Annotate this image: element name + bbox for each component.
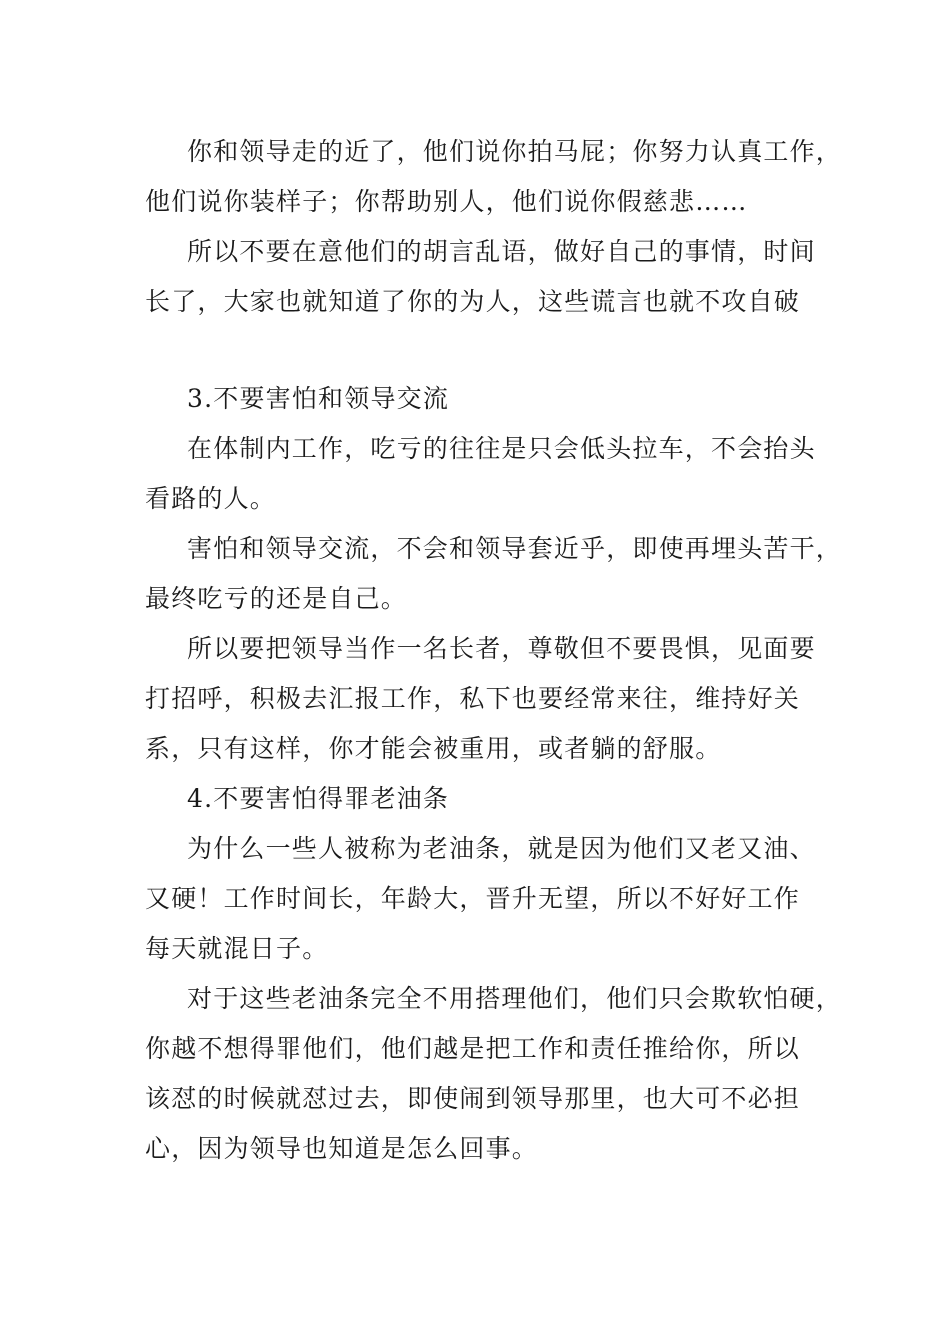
text-line: 看路的人。 <box>145 484 277 513</box>
text-line: 他们说你装样子；你帮助别人，他们说你假慈悲…… <box>145 187 748 216</box>
paragraph <box>145 624 825 774</box>
section-heading-3: 3.不要害怕和领导交流 <box>187 384 450 413</box>
text-line: 为什么一些人被称为老油条，就是因为他们又老又油、 <box>187 834 816 863</box>
text-line: 每天就混日子。 <box>145 934 329 963</box>
paragraph <box>145 424 825 524</box>
text-line: 所以要把领导当作一名长者，尊敬但不要畏惧，见面要 <box>187 634 816 663</box>
paragraph <box>145 824 825 974</box>
paragraph <box>145 524 843 624</box>
document-body <box>145 127 843 1174</box>
text-line: 打招呼，积极去汇报工作，私下也要经常来往，维持好关 <box>145 684 801 713</box>
paragraph <box>145 127 843 227</box>
blank-space <box>145 327 825 374</box>
text-line: 该怼的时候就怼过去，即使闹到领导那里，也大可不必担 <box>145 1084 801 1113</box>
text-line: 又硬！工作时间长，年龄大，晋升无望，所以不好好工作 <box>145 884 801 913</box>
text-line: 所以不要在意他们的胡言乱语，做好自己的事情，时间 <box>187 237 816 266</box>
text-line: 系，只有这样，你才能会被重用，或者躺的舒服。 <box>145 734 722 763</box>
text-line: 害怕和领导交流，不会和领导套近乎，即使再埋头苦干， <box>187 534 843 563</box>
text-line: 你和领导走的近了，他们说你拍马屁；你努力认真工作， <box>187 137 843 166</box>
text-line: 最终吃亏的还是自己。 <box>145 584 408 613</box>
text-line: 长了，大家也就知道了你的为人，这些谎言也就不攻自破 <box>145 287 801 316</box>
text-line: 对于这些老油条完全不用搭理他们，他们只会欺软怕硬， <box>187 984 843 1013</box>
paragraph <box>145 227 825 327</box>
text-line: 你越不想得罪他们，他们越是把工作和责任推给你，所以 <box>145 1034 801 1063</box>
paragraph <box>145 974 843 1174</box>
text-line: 心，因为领导也知道是怎么回事。 <box>145 1134 539 1163</box>
section-heading-4: 4.不要害怕得罪老油条 <box>187 784 450 813</box>
text-line: 在体制内工作，吃亏的往往是只会低头拉车，不会抬头 <box>187 434 816 463</box>
